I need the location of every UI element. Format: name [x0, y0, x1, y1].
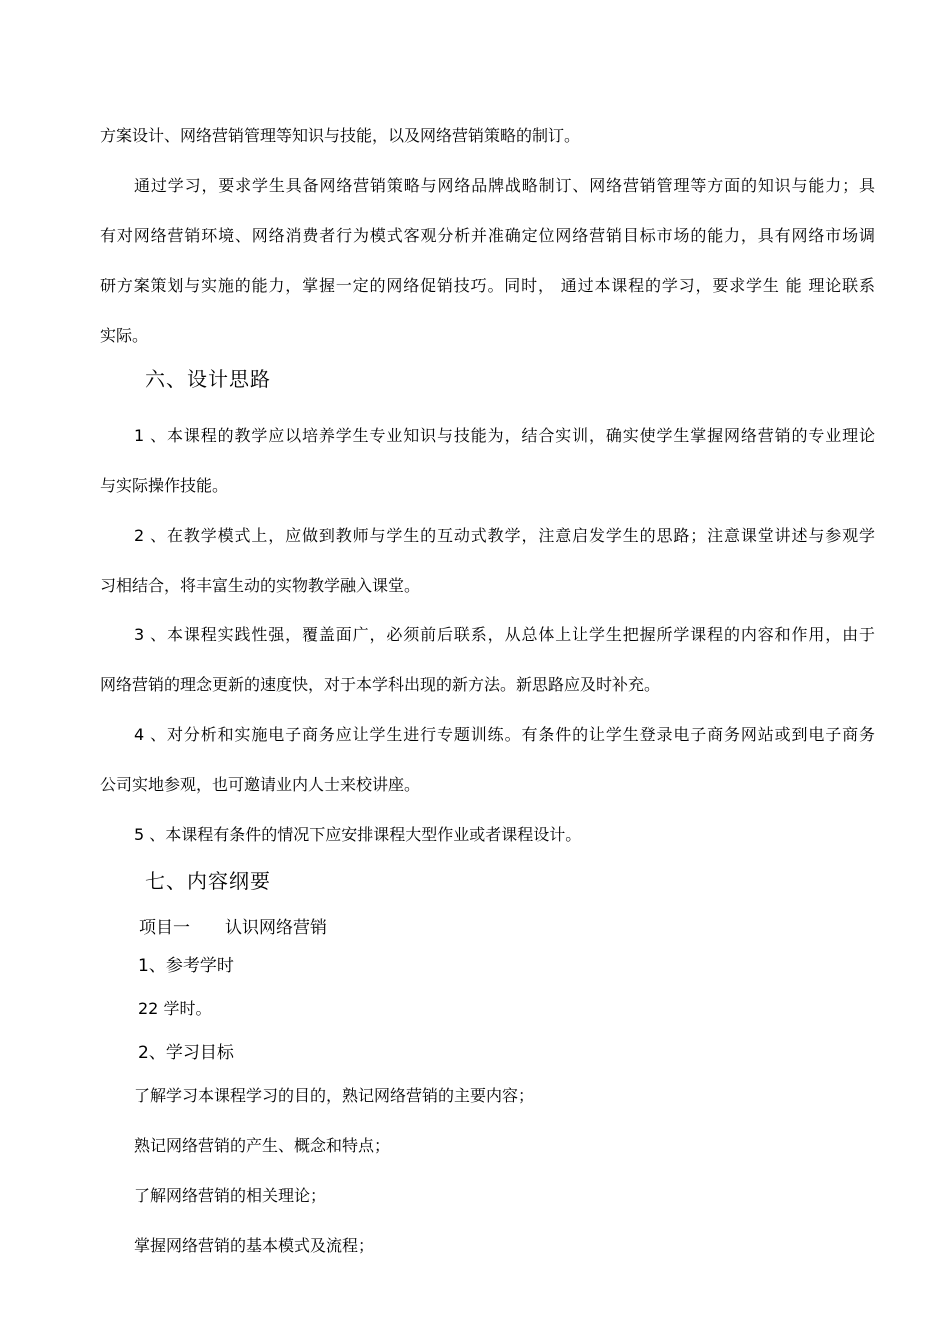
intro-paragraph-line: 通过学习，要求学生具备网络营销策略与网络品牌战略制订、网络营销管理等方面的知识与能力；具 [134, 176, 875, 195]
section-heading-design: 六、设计思路 [145, 367, 271, 391]
design-item-line: 3 、本课程实践性强，覆盖面广，必须前后联系，从总体上让学生把握所学课程的内容和作用，由于 [134, 625, 875, 644]
intro-paragraph-line: 研方案策划与实施的能力，掌握一定的网络促销技巧。同时， 通过本课程的学习，要求学生 能 理论联系 [100, 276, 875, 295]
project-label: 项目一 [139, 918, 190, 938]
design-item-line: 与实际操作技能。 [100, 476, 229, 495]
goal-item: 了解学习本课程学习的目的，熟记网络营销的主要内容； [134, 1086, 535, 1105]
design-item-line: 习相结合，将丰富生动的实物教学融入课堂。 [100, 576, 421, 595]
design-item-line: 4 、对分析和实施电子商务应让学生进行专题训练。有条件的让学生登录电子商务网站或到电子商务 [134, 725, 875, 744]
goals-label: 2、学习目标 [138, 1043, 234, 1063]
intro-paragraph-line: 实际。 [100, 326, 149, 345]
design-item-line: 1 、本课程的教学应以培养学生专业知识与技能为，结合实训，确实使学生掌握网络营销的专业理论 [134, 426, 875, 445]
intro-line: 方案设计、网络营销管理等知识与技能，以及网络营销策略的制订。 [100, 126, 581, 145]
design-item-line: 网络营销的理念更新的速度快，对于本学科出现的新方法。新思路应及时补充。 [100, 675, 661, 694]
project-title: 认识网络营销 [225, 918, 327, 938]
section-heading-outline: 七、内容纲要 [145, 869, 271, 893]
goal-item: 熟记网络营销的产生、概念和特点； [134, 1136, 391, 1155]
design-item-line: 2 、在教学模式上，应做到教师与学生的互动式教学，注意启发学生的思路；注意课堂讲述与参观学 [134, 526, 875, 545]
hours-label: 1、参考学时 [138, 956, 234, 976]
hours-value: 22 学时。 [138, 999, 212, 1018]
goal-item: 了解网络营销的相关理论； [134, 1186, 327, 1205]
design-item-line: 5 、本课程有条件的情况下应安排课程大型作业或者课程设计。 [134, 825, 582, 844]
design-item-line: 公司实地参观，也可邀请业内人士来校讲座。 [100, 775, 421, 794]
intro-paragraph-line: 有对网络营销环境、网络消费者行为模式客观分析并准确定位网络营销目标市场的能力，具有网络市场调 [100, 226, 875, 245]
goal-item: 掌握网络营销的基本模式及流程； [134, 1236, 375, 1255]
